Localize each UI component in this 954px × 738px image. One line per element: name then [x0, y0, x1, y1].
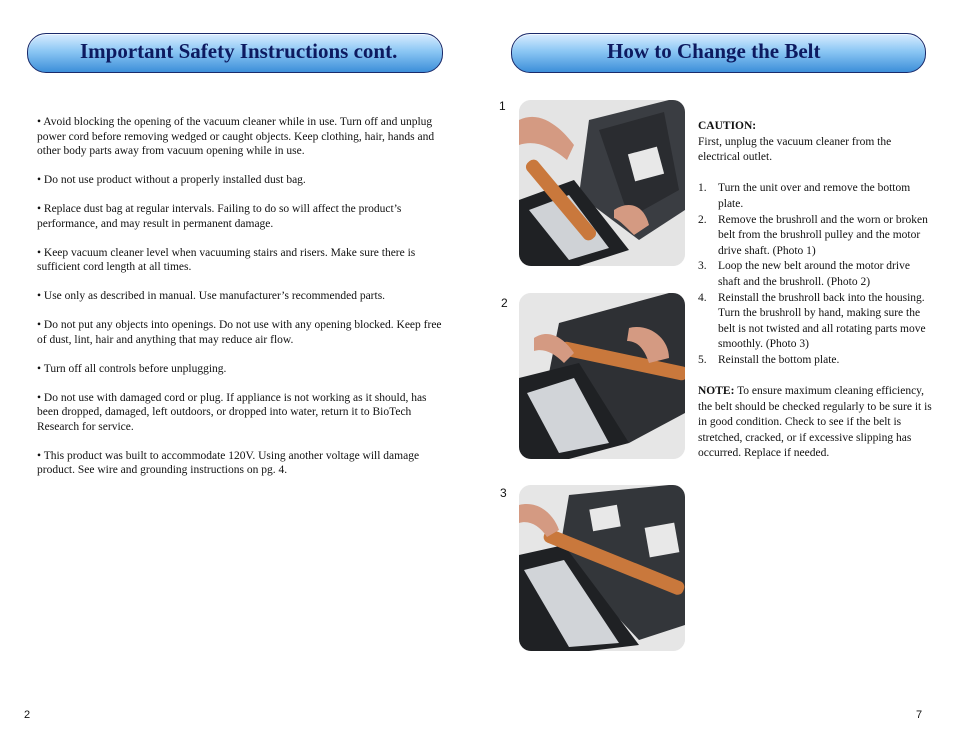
- vacuum-photo-image: [519, 293, 685, 459]
- step-number: 5.: [698, 353, 707, 366]
- vacuum-photo-image: [519, 485, 685, 651]
- photo-2-belt-loop: [519, 293, 685, 459]
- step-number: 1.: [698, 182, 707, 195]
- left-page-number: 2: [24, 709, 31, 721]
- photo-2-label: 2: [501, 296, 508, 310]
- steps-list: [698, 181, 934, 368]
- step-number: 4.: [698, 291, 707, 304]
- step-number: 2.: [698, 213, 707, 226]
- safety-bullet: • Do not use product without a properly installed dust bag.: [37, 174, 306, 186]
- safety-bullet: • Turn off all controls before unplugging.: [37, 362, 227, 375]
- step-item: [698, 291, 934, 353]
- left-title-banner: [27, 33, 443, 73]
- safety-instructions-list: [37, 115, 447, 492]
- right-title-banner: [511, 33, 926, 73]
- caution-label: CAUTION:: [698, 120, 757, 132]
- note-paragraph: [698, 384, 934, 462]
- safety-bullet: • Do not put any objects into openings. Do not use with any opening blocked. Keep free of dust, lint, hair and anything that may reduce air flow.: [37, 319, 442, 346]
- note-label: NOTE:: [698, 385, 735, 398]
- step-text: Remove the brushroll and the worn or broken belt from the brushroll pulley and the motor drive shaft. (Photo 1): [718, 213, 928, 257]
- step-item: [698, 181, 934, 212]
- safety-bullet: • Replace dust bag at regular intervals. Failing to do so will affect the product’s performance, and may result in permanent damage.: [37, 203, 402, 230]
- photo-3-brushroll-reinstall: [519, 485, 685, 651]
- step-text: Reinstall the bottom plate.: [718, 353, 840, 366]
- belt-instructions: [698, 119, 934, 462]
- safety-bullet: • Avoid blocking the opening of the vacuum cleaner while in use. Turn off and unplug power cord before removing wedged or caught objects. Keep clothing, hair, hands and other body parts away from vacuum opening while in use.: [37, 116, 435, 157]
- photo-1-label: 1: [499, 99, 506, 113]
- step-text: Reinstall the brushroll back into the housing. Turn the brushroll by hand, making sure the belt is not twisted and all rotating parts move smoothly. (Photo 3): [718, 291, 926, 351]
- step-item: [698, 213, 934, 260]
- note-text: To ensure maximum cleaning efficiency, the belt should be checked regularly to be sure it is in good condition. Check to see if the belt is stretched, cracked, or if excessive slipping has occurred. Replace if needed.: [698, 385, 932, 460]
- right-page-number: 7: [916, 709, 923, 721]
- step-item: [698, 259, 934, 290]
- caution-text: First, unplug the vacuum cleaner from the electrical outlet.: [698, 135, 892, 164]
- right-page-title: How to Change the Belt: [607, 39, 821, 63]
- safety-bullet: • Keep vacuum cleaner level when vacuuming stairs and risers. Make sure there is sufficient cord length at all times.: [37, 246, 416, 273]
- photo-1-brushroll-removal: [519, 100, 685, 266]
- safety-bullet: • Do not use with damaged cord or plug. If appliance is not working as it should, has been dropped, damaged, left outdoors, or dropped into water, return it to BioTech Research for service.: [37, 391, 427, 433]
- vacuum-photo-image: [519, 100, 685, 266]
- left-page-title: Important Safety Instructions cont.: [80, 39, 398, 63]
- step-text: Turn the unit over and remove the bottom plate.: [718, 182, 911, 210]
- step-item: [698, 353, 934, 369]
- step-text: Loop the new belt around the motor drive shaft and the brushroll. (Photo 2): [718, 260, 910, 288]
- photo-3-label: 3: [500, 486, 507, 500]
- safety-bullet: • Use only as described in manual. Use manufacturer’s recommended parts.: [37, 290, 386, 302]
- safety-bullet: • This product was built to accommodate 120V. Using another voltage will damage product. See wire and grounding instructions on pg. 4.: [37, 449, 420, 476]
- step-number: 3.: [698, 260, 707, 273]
